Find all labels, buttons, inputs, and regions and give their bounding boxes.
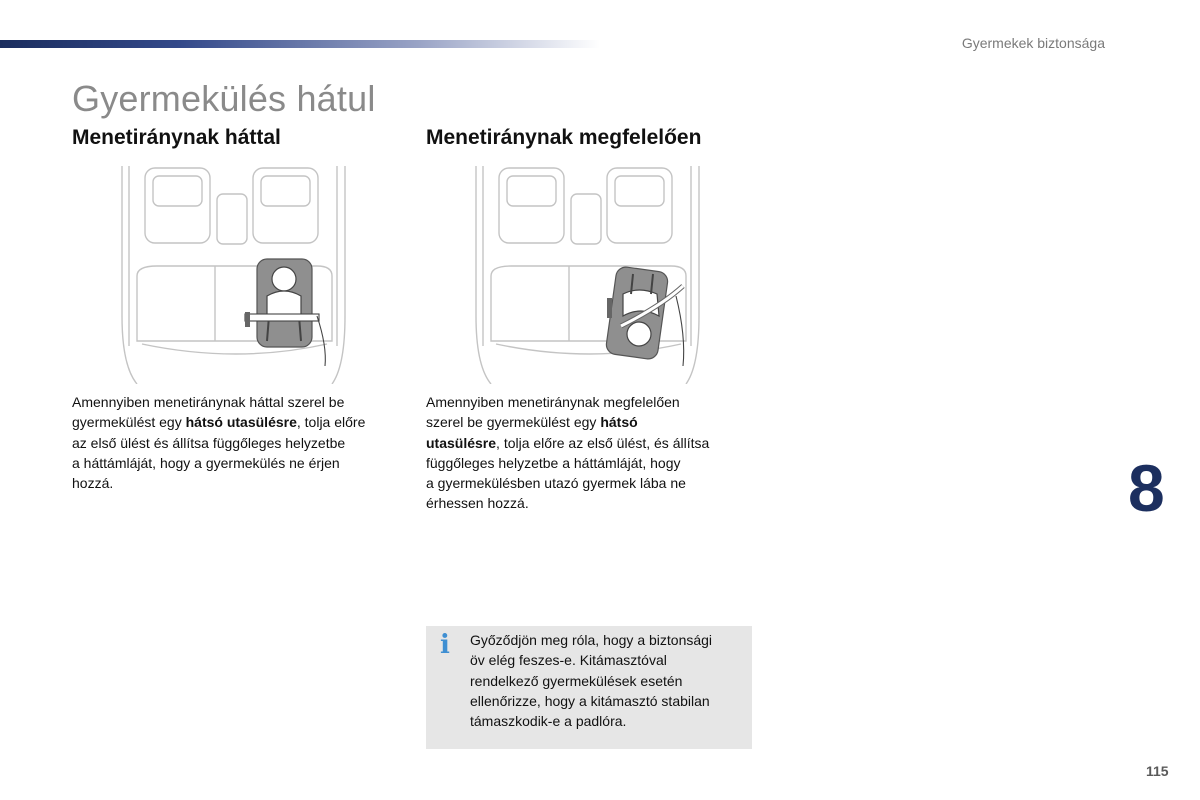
page-number: 115 — [1146, 763, 1169, 779]
rear-facing-description — [72, 392, 402, 493]
info-line: ellenőrizze, hogy a kitámasztó stabilan — [470, 692, 710, 709]
desc-line: az első ülést és állítsa függőleges helyzetbe — [72, 434, 346, 451]
info-box — [426, 626, 752, 749]
info-text — [470, 630, 742, 731]
page-title: Gyermekülés hátul — [72, 78, 376, 119]
desc-line: , tolja előre — [296, 414, 366, 431]
desc-line: gyermekülést egy — [72, 414, 186, 431]
column-forward-facing — [426, 126, 766, 512]
desc-line: a gyermekülésben utazó gyermek lába ne — [426, 475, 686, 492]
desc-bold: hátsó utasülésre — [185, 414, 297, 431]
desc-bold: utasülésre — [426, 434, 497, 451]
desc-line: hozzá. — [72, 475, 114, 492]
info-line: Győződjön meg róla, hogy a biztonsági — [470, 632, 713, 648]
info-line: rendelkező gyermekülések esetén — [470, 672, 683, 689]
forward-facing-description — [426, 392, 756, 514]
desc-line: Amennyiben menetiránynak háttal szerel be — [72, 394, 345, 410]
desc-line: érhessen hozzá. — [426, 495, 529, 512]
desc-line: szerel be gyermekülést egy — [426, 414, 601, 431]
forward-facing-seat-illustration — [471, 166, 711, 384]
desc-line: függőleges helyzetbe a háttámláját, hogy — [426, 454, 681, 471]
desc-line: a háttámláját, hogy a gyermekülés ne érjen — [72, 454, 340, 471]
rear-facing-seat-illustration — [117, 166, 357, 384]
info-line: öv elég feszes-e. Kitámasztóval — [470, 652, 667, 669]
section-heading-rear-facing: Menetiránynak háttal — [72, 126, 281, 149]
desc-line: Amennyiben menetiránynak megfelelően — [426, 394, 680, 410]
info-line: támaszkodik-e a padlóra. — [470, 713, 627, 730]
section-heading-forward-facing: Menetiránynak megfelelően — [426, 126, 702, 149]
header-accent-bar — [0, 40, 600, 48]
desc-bold: hátsó — [600, 414, 638, 431]
desc-line: , tolja előre az első ülést, és állítsa — [496, 434, 710, 451]
chapter-number: 8 — [1128, 451, 1165, 525]
info-icon: i — [440, 630, 450, 660]
chapter-name: Gyermekek biztonsága — [961, 35, 1105, 51]
column-rear-facing — [72, 126, 412, 492]
